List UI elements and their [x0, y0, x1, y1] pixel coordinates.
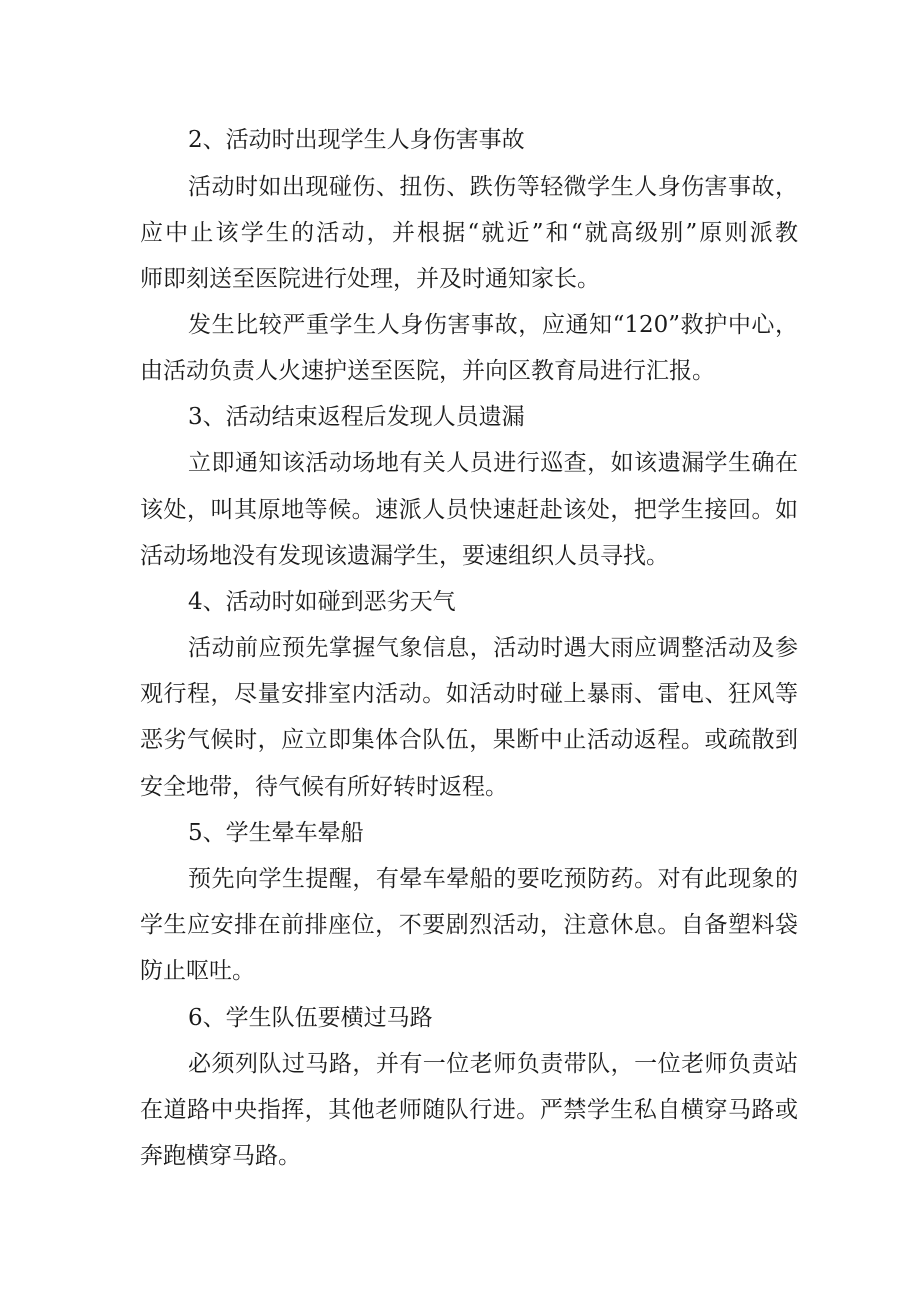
paragraph-line: 学生应安排在前排座位，不要剧烈活动，注意休息。自备塑料袋 — [140, 912, 798, 938]
paragraph-line: 在道路中央指挥，其他老师随队行进。严禁学生私自横穿马路或 — [140, 1097, 798, 1123]
section-heading: 3、活动结束返程后发现人员遗漏 — [188, 404, 525, 430]
paragraph-line: 预先向学生提醒，有晕车晕船的要吃预防药。对有此现象的 — [188, 866, 798, 892]
section-heading: 2、活动时出现学生人身伤害事故 — [188, 127, 525, 153]
paragraph-line: 应中止该学生的活动，并根据“就近”和“就高级别”原则派教 — [140, 220, 798, 246]
paragraph-line: 奔跑横穿马路。 — [140, 1143, 301, 1169]
paragraph-line: 该处，叫其原地等候。速派人员快速赶赴该处，把学生接回。如 — [140, 497, 798, 523]
paragraph-line: 防止呕吐。 — [140, 958, 255, 984]
paragraph-line: 立即通知该活动场地有关人员进行巡查，如该遗漏学生确在 — [188, 450, 798, 476]
section-heading: 6、学生队伍要横过马路 — [188, 1005, 433, 1031]
paragraph-line: 由活动负责人火速护送至医院，并向区教育局进行汇报。 — [140, 358, 715, 384]
paragraph-line: 发生比较严重学生人身伤害事故，应通知“120”救护中心， — [188, 312, 798, 338]
paragraph-line: 必须列队过马路，并有一位老师负责带队，一位老师负责站 — [188, 1051, 798, 1077]
section-heading: 4、活动时如碰到恶劣天气 — [188, 589, 456, 615]
section-heading: 5、学生晕车晕船 — [188, 820, 364, 846]
paragraph-line: 观行程，尽量安排室内活动。如活动时碰上暴雨、雷电、狂风等 — [140, 681, 798, 707]
paragraph-line: 活动场地没有发现该遗漏学生，要速组织人员寻找。 — [140, 543, 669, 569]
paragraph-line: 安全地带，待气候有所好转时返程。 — [140, 774, 508, 800]
paragraph-line: 活动时如出现碰伤、扭伤、跌伤等轻微学生人身伤害事故， — [188, 174, 798, 200]
paragraph-line: 活动前应预先掌握气象信息，活动时遇大雨应调整活动及参 — [188, 635, 798, 661]
paragraph-line: 师即刻送至医院进行处理，并及时通知家长。 — [140, 266, 600, 292]
paragraph-line: 恶劣气候时，应立即集体合队伍，果断中止活动返程。或疏散到 — [140, 727, 798, 753]
